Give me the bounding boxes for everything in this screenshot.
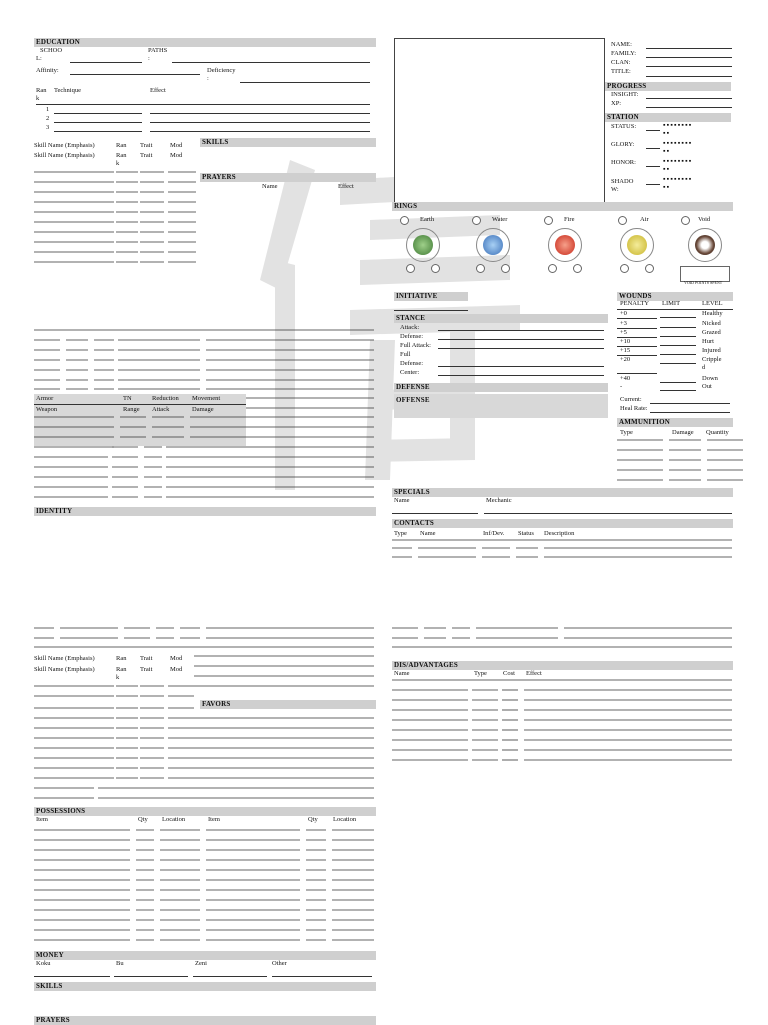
wound-limit-field[interactable]	[660, 382, 696, 383]
stance-fulldefense-field[interactable]	[438, 366, 604, 367]
stance-fullattack-field[interactable]	[438, 348, 604, 349]
ammo-quantity-header: Quantity	[706, 429, 729, 436]
fire-flame-icon	[555, 235, 575, 255]
wound-limit-field[interactable]	[660, 327, 696, 328]
skill-trait-header: Trait	[140, 152, 153, 159]
ammo-table[interactable]	[617, 436, 743, 488]
wound-penalty: +10	[620, 338, 631, 345]
technique-row-number: 1	[46, 106, 50, 113]
ring-void-label: Void	[698, 216, 711, 223]
initiative-header: INITIATIVE	[394, 292, 468, 301]
honor-track[interactable]: ▪▪▪▪▪▪▪▪	[663, 157, 693, 165]
specials-mechanic-header: Mechanic	[486, 497, 512, 504]
ring-fire-trait-circle-1[interactable]	[548, 264, 557, 273]
weapon-damage-label: Damage	[192, 406, 214, 413]
wound-healrate-label: Heal Rate:	[620, 405, 648, 412]
armor-label: Armor	[36, 395, 54, 402]
skill-name-header: Skill Name (Emphasis)	[34, 666, 95, 673]
specials-mechanic-field[interactable]	[484, 513, 732, 514]
possession-location-header-2: Location	[333, 816, 357, 823]
initiative-field[interactable]	[394, 310, 468, 311]
money-other-label: Other	[272, 960, 287, 967]
title-label: TITLE:	[611, 68, 631, 75]
wound-limit-field[interactable]	[660, 354, 696, 355]
ring-void-value-circle[interactable]	[681, 216, 690, 225]
xp-field[interactable]	[646, 107, 732, 108]
ring-air-value-circle[interactable]	[618, 216, 627, 225]
ring-fire-label: Fire	[564, 216, 575, 223]
skill-rank-header: Ran	[116, 152, 127, 159]
wound-level: Nicked	[702, 320, 721, 327]
affinity-field[interactable]	[70, 74, 200, 75]
ring-water[interactable]	[466, 214, 526, 286]
wound-limit-field[interactable]	[660, 390, 696, 391]
insight-field[interactable]	[646, 98, 732, 99]
shadow-field[interactable]	[646, 184, 660, 185]
status-label: STATUS:	[611, 123, 637, 130]
contacts-table[interactable]	[392, 538, 732, 560]
contacts-description-header: Description	[544, 530, 575, 537]
skill-rank-header: Ran	[116, 655, 127, 662]
ring-fire-trait-circle-2[interactable]	[573, 264, 582, 273]
money-bu-label: Bu	[116, 960, 124, 967]
deficiency-label-2: :	[207, 75, 209, 82]
skill-name-header: Skill Name (Emphasis)	[34, 152, 95, 159]
wound-level: d	[702, 364, 706, 371]
ammunition-header: AMMUNITION	[617, 418, 733, 427]
technique-effect-field[interactable]	[150, 131, 370, 132]
clan-label: CLAN:	[611, 59, 631, 66]
skill-name-header: Skill Name (Emphasis)	[34, 655, 95, 662]
skill-trait-header: Trait	[140, 666, 153, 673]
honor-label: HONOR:	[611, 159, 636, 166]
deficiency-field[interactable]	[240, 82, 370, 83]
ring-water-value-circle[interactable]	[472, 216, 481, 225]
specials-header: SPECIALS	[392, 488, 733, 497]
stance-attack-label: Attack:	[400, 324, 420, 331]
possessions-table[interactable]	[34, 826, 374, 950]
contacts-header: CONTACTS	[392, 519, 733, 528]
wound-penalty: +15	[620, 347, 631, 354]
contacts-type-header: Type	[394, 530, 407, 537]
possession-item-header-2: Item	[208, 816, 220, 823]
wound-limit-header: LIMIT	[662, 300, 681, 307]
xp-label: XP:	[611, 100, 622, 107]
insight-label: INSIGHT:	[611, 91, 639, 98]
skill-rank-header-2: k	[116, 674, 120, 681]
wound-penalty: +20	[620, 356, 631, 363]
disadv-table[interactable]	[392, 676, 732, 768]
wound-level: Cripple	[702, 356, 722, 363]
ring-earth-value-circle[interactable]	[400, 216, 409, 225]
stance-fullattack-label: Full Attack:	[400, 342, 431, 349]
disadvantages-header: DIS/ADVANTAGES	[392, 661, 733, 670]
specials-name-field[interactable]	[392, 513, 478, 514]
wound-level: Hurt	[702, 338, 714, 345]
armor-tn-label: TN	[123, 395, 132, 402]
school-label-2: L:	[36, 55, 42, 62]
skill-rank-header: Ran	[116, 666, 127, 673]
shadow-label: SHADO	[611, 178, 634, 185]
stance-fulldefense-label: Defense:	[400, 360, 424, 367]
wound-penalty: +5	[620, 329, 627, 336]
possession-item-header: Item	[36, 816, 48, 823]
wound-limit-field[interactable]	[660, 363, 696, 364]
shadow-track-2[interactable]: ▪▪	[663, 183, 671, 191]
ammo-type-header: Type	[620, 429, 633, 436]
money-other-field[interactable]	[272, 976, 372, 977]
skills-header: SKILLS	[200, 138, 376, 147]
offense-header: OFFENSE	[396, 396, 430, 404]
money-koku-field[interactable]	[34, 976, 110, 977]
technique-effect-field[interactable]	[150, 113, 370, 114]
technique-name-field[interactable]	[54, 122, 142, 123]
ring-water-emblem	[476, 228, 510, 262]
paths-label: PATHS	[148, 47, 168, 54]
money-zeni-field[interactable]	[193, 976, 267, 977]
disadv-name-header: Name	[394, 670, 410, 677]
ring-void[interactable]	[678, 214, 734, 288]
ring-fire[interactable]	[538, 214, 598, 286]
skills-header-bottom: SKILLS	[34, 982, 376, 991]
portrait-box[interactable]	[394, 38, 605, 203]
education-header: EDUCATION	[34, 38, 376, 47]
defense-header: DEFENSE	[394, 383, 608, 392]
skill-rank-header: Ran	[116, 142, 127, 149]
weapon-label: Weapon	[36, 406, 58, 413]
name-label: NAME:	[611, 41, 632, 48]
possession-qty-header: Qty	[138, 816, 148, 823]
possessions-header: POSSESSIONS	[34, 807, 376, 816]
prayers-header: PRAYERS	[200, 173, 376, 182]
ring-air-emblem	[620, 228, 654, 262]
armor-reduction-label: Reduction	[152, 395, 179, 402]
water-wave-icon	[483, 235, 503, 255]
technique-row-number: 2	[46, 115, 50, 122]
skill-name-header: Skill Name (Emphasis)	[34, 142, 95, 149]
school-field[interactable]	[70, 62, 142, 63]
money-bu-field[interactable]	[114, 976, 188, 977]
technique-row-line[interactable]	[36, 104, 370, 105]
honor-track-2[interactable]: ▪▪	[663, 165, 671, 173]
ring-void-emblem	[688, 228, 722, 262]
glory-track-2[interactable]: ▪▪	[663, 147, 671, 155]
name-field[interactable]	[646, 48, 732, 49]
skill-trait-header: Trait	[140, 655, 153, 662]
status-field[interactable]	[646, 130, 660, 131]
stance-center-label: Center:	[400, 369, 420, 376]
prayer-name-header: Name	[262, 183, 278, 190]
technique-effect-field[interactable]	[150, 122, 370, 123]
skill-rank-header-2: k	[116, 160, 120, 167]
glory-track[interactable]: ▪▪▪▪▪▪▪▪	[663, 139, 693, 147]
ring-air-trait-circle-1[interactable]	[620, 264, 629, 273]
void-points-spent-label: VOID POINTS SPENT	[684, 280, 723, 285]
wound-healrate-field[interactable]	[650, 412, 730, 413]
identity-lines-top[interactable]	[34, 326, 374, 392]
wound-level: Healthy	[702, 310, 723, 317]
wound-limit-field[interactable]	[660, 336, 696, 337]
contacts-infdev-header: Inf/Dev.	[483, 530, 505, 537]
wound-level: Grazed	[702, 329, 721, 336]
shadow-label-2: W:	[611, 186, 619, 193]
technique-name-field[interactable]	[54, 113, 142, 114]
ammo-damage-header: Damage	[672, 429, 694, 436]
disadv-type-header: Type	[474, 670, 487, 677]
ring-air-label: Air	[640, 216, 649, 223]
paths-label-2: :	[148, 55, 150, 62]
wound-row-line	[617, 373, 657, 374]
wound-penalty-header: PENALTY	[620, 300, 650, 307]
technique-header: Technique	[54, 87, 81, 94]
identity-header: IDENTITY	[34, 507, 376, 516]
ring-water-label: Water	[492, 216, 508, 223]
disadv-effect-header: Effect	[526, 670, 542, 677]
armor-weapon-lines[interactable]	[34, 394, 374, 506]
skills-table-bottom[interactable]	[34, 652, 374, 806]
favors-header: FAVORS	[200, 700, 376, 709]
ring-water-trait-circle-2[interactable]	[501, 264, 510, 273]
skill-mod-header: Mod	[170, 152, 183, 159]
ring-water-trait-circle-1[interactable]	[476, 264, 485, 273]
possession-location-header: Location	[162, 816, 186, 823]
ring-fire-emblem	[548, 228, 582, 262]
wound-current-label: Current:	[620, 396, 642, 403]
wound-current-field[interactable]	[650, 403, 730, 404]
status-track-2[interactable]: ▪▪	[663, 129, 671, 137]
ring-fire-value-circle[interactable]	[544, 216, 553, 225]
wound-penalty: +3	[620, 320, 627, 327]
wound-level: Injured	[702, 347, 721, 354]
prayers-header-bottom: PRAYERS	[34, 1016, 376, 1025]
wound-penalty: +40	[620, 375, 631, 382]
wound-penalty: +0	[620, 310, 627, 317]
wound-level: Out	[702, 383, 712, 390]
stance-header: STANCE	[394, 314, 608, 323]
skill-mod-header: Mod	[170, 666, 183, 673]
prayer-effect-header: Effect	[338, 183, 354, 190]
possession-qty-header-2: Qty	[308, 816, 318, 823]
skills-table-top[interactable]	[34, 168, 196, 268]
title-field[interactable]	[646, 76, 732, 77]
school-label: SCHOO	[40, 47, 63, 54]
contacts-name-header: Name	[420, 530, 436, 537]
technique-row-number: 3	[46, 124, 50, 131]
ring-air-trait-circle-2[interactable]	[645, 264, 654, 273]
shadow-track[interactable]: ▪▪▪▪▪▪▪▪	[663, 175, 693, 183]
ring-earth-emblem	[406, 228, 440, 262]
air-wind-icon	[627, 235, 647, 255]
wound-level-header: LEVEL	[702, 300, 723, 307]
ring-earth-label: Earth	[420, 216, 435, 223]
wound-level: Down	[702, 375, 718, 382]
technique-rank-header: Ran	[36, 87, 47, 94]
stance-full-label: Full	[400, 351, 411, 358]
family-label: FAMILY:	[611, 50, 636, 57]
wounds-header: WOUNDS	[617, 292, 733, 301]
stance-attack-field[interactable]	[438, 330, 604, 331]
disadv-cost-header: Cost	[503, 670, 515, 677]
money-header: MONEY	[34, 951, 376, 960]
armor-movement-label: Movement	[192, 395, 221, 402]
technique-name-field[interactable]	[54, 131, 142, 132]
affinity-label: Affinity:	[36, 67, 59, 74]
earth-mountain-icon	[413, 235, 433, 255]
glory-field[interactable]	[646, 148, 660, 149]
wound-limit-field[interactable]	[660, 317, 696, 318]
ring-earth-trait-circle-1[interactable]	[406, 264, 415, 273]
status-track[interactable]: ▪▪▪▪▪▪▪▪	[663, 121, 693, 129]
stance-defense-label: Defense:	[400, 333, 424, 340]
wound-penalty: -	[620, 383, 623, 390]
wound-row-line	[617, 318, 657, 319]
family-field[interactable]	[646, 57, 732, 58]
contacts-table-bottom[interactable]	[392, 624, 732, 648]
technique-effect-header: Effect	[150, 87, 166, 94]
ring-air[interactable]	[610, 214, 670, 286]
weapon-range-label: Range	[123, 406, 140, 413]
stance-defense-field[interactable]	[438, 339, 604, 340]
contacts-status-header: Status	[518, 530, 534, 537]
ring-earth-trait-circle-2[interactable]	[431, 264, 440, 273]
weapon-attack-label: Attack	[152, 406, 170, 413]
skill-mod-header: Mod	[170, 655, 183, 662]
ring-earth[interactable]	[396, 214, 456, 286]
deficiency-label: Deficiency	[207, 67, 236, 74]
stance-center-field[interactable]	[438, 375, 604, 376]
wound-limit-field[interactable]	[660, 345, 696, 346]
void-swirl-icon	[695, 235, 715, 255]
skill-trait-header: Trait	[140, 142, 153, 149]
rings-header: RINGS	[392, 202, 733, 211]
money-zeni-label: Zeni	[195, 960, 207, 967]
specials-name-header: Name	[394, 497, 410, 504]
clan-field[interactable]	[646, 66, 732, 67]
skill-mod-header: Mod	[170, 142, 183, 149]
station-header: STATION	[605, 113, 731, 122]
identity-lines-bottom[interactable]	[34, 624, 374, 648]
paths-field[interactable]	[172, 62, 370, 63]
glory-label: GLORY:	[611, 141, 635, 148]
money-koku-label: Koku	[36, 960, 51, 967]
honor-field[interactable]	[646, 166, 660, 167]
progress-header: PROGRESS	[605, 82, 731, 91]
technique-rank-header-2: k	[36, 95, 40, 102]
